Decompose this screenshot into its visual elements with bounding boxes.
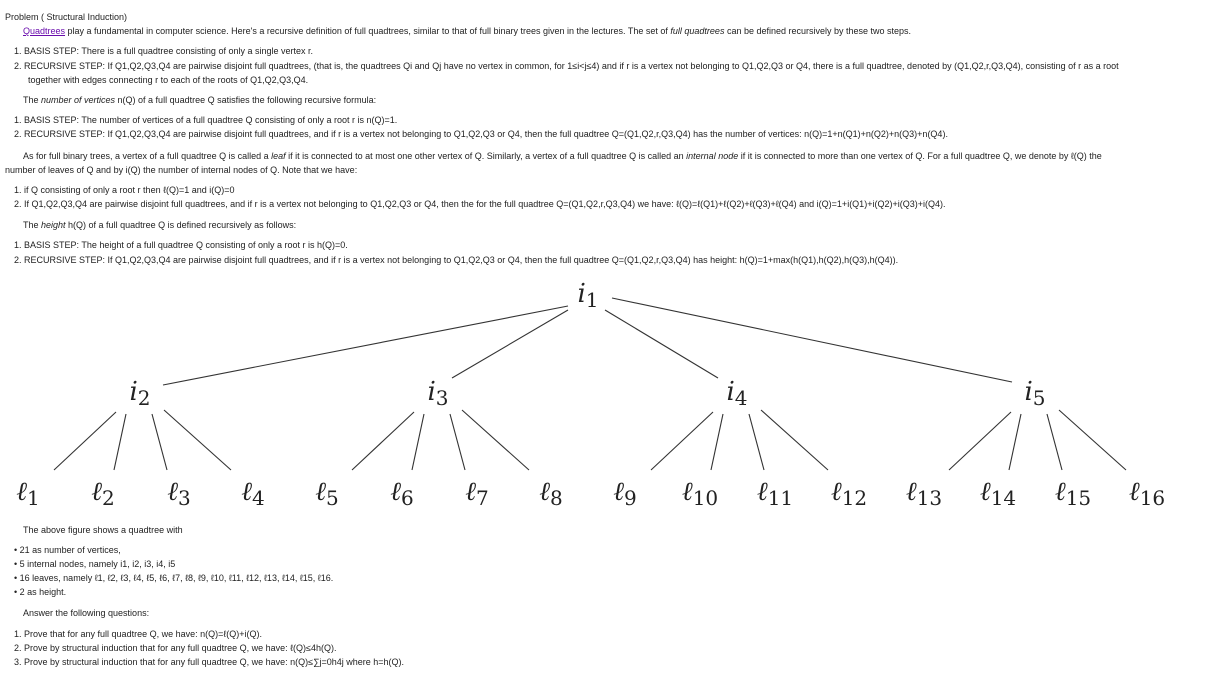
fact-internal-nodes: • 5 internal nodes, namely i1, i2, i3, i4, i5 <box>14 559 176 569</box>
vertices-intro-b: n(Q) of a full quadtree Q satisfies the following recursive formula: <box>115 95 377 105</box>
edge-i3-to-leaf-7 <box>450 414 465 470</box>
node-i5: i5 <box>1024 377 1046 410</box>
edge-i4-to-leaf-11 <box>749 414 764 470</box>
edge-i4-to-leaf-12 <box>761 410 828 470</box>
leaf-l2: ℓ2 <box>91 477 115 510</box>
edge-root-to-i3 <box>452 310 568 378</box>
leaves-text-c: if it is connected to more than one vertex of Q. For a full quadtree Q, we denote by ℓ(Q) the <box>738 151 1102 161</box>
leaf-l11: ℓ11 <box>756 477 794 510</box>
intro-text-b: can be defined recursively by these two steps. <box>724 26 912 36</box>
leaf-l4: ℓ4 <box>241 477 265 510</box>
height-intro <box>23 218 296 232</box>
edge-i5-to-leaf-14 <box>1009 414 1021 470</box>
leaves-paragraph <box>23 149 1102 163</box>
leaf-l15: ℓ15 <box>1054 477 1092 510</box>
vertices-recursive: 2. RECURSIVE STEP: If Q1,Q2,Q3,Q4 are pairwise disjoint full quadtrees, and if r is a vertex not belonging to Q1,Q2,Q3 or Q4, then the full quadtree Q=(Q1,Q2,r,Q3,Q4) has the number of vertices: n(Q)=1+n(Q1)+n(Q2)+n(Q3)+n(Q4). <box>14 129 948 139</box>
node-i2: i2 <box>129 377 151 410</box>
height-intro-a: The <box>23 220 42 230</box>
height-basis: 1. BASIS STEP: The height of a full quadtree Q consisting of only a root r is h(Q)=0. <box>14 240 348 250</box>
fact-vertices: • 21 as number of vertices, <box>14 545 121 555</box>
edge-i4-to-leaf-9 <box>651 412 713 470</box>
quadtrees-link[interactable]: Quadtrees <box>23 26 66 36</box>
problem-title: Problem ( Structural Induction) <box>5 12 128 22</box>
edge-i4-to-leaf-10 <box>711 414 723 470</box>
leaves-text-b: if it is connected to at most one other vertex of Q. Similarly, a vertex of a full quadtree Q is called an <box>285 151 687 161</box>
leaves-recursive: 2. If Q1,Q2,Q3,Q4 are pairwise disjoint full quadtrees, and if r is a vertex not belonging to Q1,Q2,Q3 or Q4, then the for the full quadtree Q=(Q1,Q2,r,Q3,Q4) we have: ℓ(Q)=ℓ(Q1)+ℓ(Q2)+ℓ(Q3)+ℓ(Q4) and i(Q)=1+i(Q1)+i(Q2)+i(Q3)+i(Q4). <box>14 199 946 209</box>
leaf-l6: ℓ6 <box>390 477 414 510</box>
fact-height: • 2 as height. <box>14 587 67 597</box>
intro-paragraph <box>23 24 911 38</box>
questions-intro: Answer the following questions: <box>23 608 150 618</box>
vertices-intro-a: The <box>23 95 42 105</box>
fact-leaves: • 16 leaves, namely ℓ1, ℓ2, ℓ3, ℓ4, ℓ5, ℓ6, ℓ7, ℓ8, ℓ9, ℓ10, ℓ11, ℓ12, ℓ13, ℓ14, ℓ15, ℓ16. <box>14 573 334 583</box>
leaf-l8: ℓ8 <box>539 477 563 510</box>
edge-root-to-i5 <box>612 298 1012 382</box>
question-1: 1. Prove that for any full quadtree Q, we have: n(Q)=ℓ(Q)+i(Q). <box>14 629 263 639</box>
internal-node-emphasis: internal node <box>686 151 739 161</box>
node-i1: i1 <box>577 279 599 312</box>
edge-i2-to-leaf-1 <box>54 412 116 470</box>
vertices-emphasis: number of vertices <box>41 95 116 105</box>
definition-recursive: 2. RECURSIVE STEP: If Q1,Q2,Q3,Q4 are pairwise disjoint full quadtrees, (that is, the quadtrees Qi and Qj have no vertex in common, for 1≤i<j≤4) and if r is a vertex not belonging to Q1,Q2,Q3 or Q4, there is a full quadtree, denoted by (Q1,Q2,r,Q3,Q4), consisting of r as a root <box>14 61 1119 71</box>
leaves-text-a: As for full binary trees, a vertex of a full quadtree Q is called a <box>23 151 272 161</box>
edge-i5-to-leaf-16 <box>1059 410 1126 470</box>
intro-text-a: play a fundamental in computer science. Here's a recursive definition of full quadtrees, similar to that of full binary trees given in the lectures. The set of <box>65 26 671 36</box>
question-3: 3. Prove by structural induction that for any full quadtree Q, we have: n(Q)≤∑j=0h4j where h=h(Q). <box>14 657 405 667</box>
leaf-l7: ℓ7 <box>465 477 489 510</box>
leaf-l9: ℓ9 <box>613 477 637 510</box>
question-2: 2. Prove by structural induction that for any full quadtree Q, we have: ℓ(Q)≤4h(Q). <box>14 643 337 653</box>
height-emphasis: height <box>41 220 66 230</box>
leaves-paragraph-line2: number of leaves of Q and by i(Q) the number of internal nodes of Q. Note that we have: <box>5 165 358 175</box>
leaf-l12: ℓ12 <box>830 477 868 510</box>
height-intro-b: h(Q) of a full quadtree Q is defined recursively as follows: <box>65 220 297 230</box>
edge-i2-to-leaf-4 <box>164 410 231 470</box>
vertices-intro <box>23 93 376 107</box>
edge-i3-to-leaf-6 <box>412 414 424 470</box>
leaf-emphasis: leaf <box>271 151 286 161</box>
node-i3: i3 <box>427 377 449 410</box>
leaf-l13: ℓ13 <box>905 477 943 510</box>
definition-recursive-cont: together with edges connecting r to each of the roots of Q1,Q2,Q3,Q4. <box>28 75 309 85</box>
edge-root-to-i4 <box>605 310 718 378</box>
edge-i2-to-leaf-2 <box>114 414 126 470</box>
edge-i5-to-leaf-13 <box>949 412 1011 470</box>
height-recursive: 2. RECURSIVE STEP: If Q1,Q2,Q3,Q4 are pairwise disjoint full quadtrees, and if r is a vertex not belonging to Q1,Q2,Q3 or Q4, then the full quadtree Q=(Q1,Q2,r,Q3,Q4) has height: h(Q)=1+max(h(Q1),h(Q2),h(Q3),h(Q4)). <box>14 255 899 265</box>
leaf-l3: ℓ3 <box>167 477 191 510</box>
node-i4: i4 <box>726 377 748 410</box>
edge-i3-to-leaf-5 <box>352 412 414 470</box>
intro-emphasis: full quadtrees <box>670 26 725 36</box>
quadtree-figure <box>0 272 1219 514</box>
edge-i3-to-leaf-8 <box>462 410 529 470</box>
definition-basis: 1. BASIS STEP: There is a full quadtree consisting of only a single vertex r. <box>14 46 313 56</box>
leaves-basis: 1. if Q consisting of only a root r then ℓ(Q)=1 and i(Q)=0 <box>14 185 235 195</box>
figure-caption: The above figure shows a quadtree with <box>23 525 183 535</box>
vertices-basis: 1. BASIS STEP: The number of vertices of a full quadtree Q consisting of only a root r is n(Q)=1. <box>14 115 398 125</box>
leaf-l16: ℓ16 <box>1128 477 1166 510</box>
edge-i5-to-leaf-15 <box>1047 414 1062 470</box>
leaf-l5: ℓ5 <box>315 477 339 510</box>
edge-i2-to-leaf-3 <box>152 414 167 470</box>
leaf-l10: ℓ10 <box>681 477 719 510</box>
leaf-l1: ℓ1 <box>16 477 40 510</box>
leaf-l14: ℓ14 <box>979 477 1017 510</box>
